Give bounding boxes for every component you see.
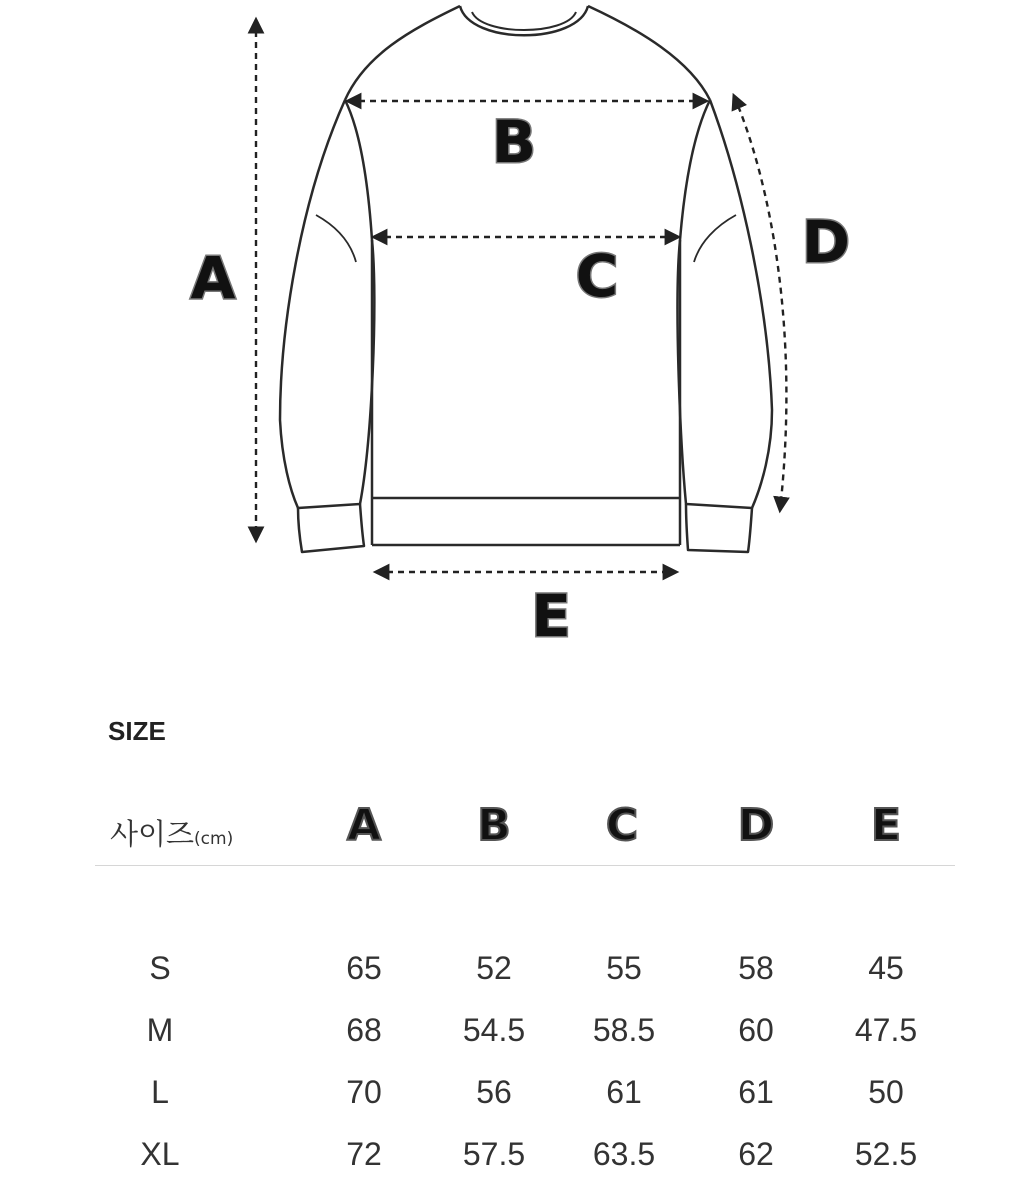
cell-a: 68 (346, 1012, 382, 1048)
cell-d: 61 (738, 1074, 774, 1110)
arrow-d (734, 96, 786, 510)
label-a: A (190, 244, 236, 312)
cell-d: 60 (738, 1012, 774, 1048)
cell-a: 65 (346, 950, 382, 986)
left-cuff (298, 504, 364, 552)
cell-e: 50 (868, 1074, 904, 1110)
header-col-c: C (605, 800, 639, 851)
cell-c: 61 (606, 1074, 642, 1110)
header-unit: (cm) (194, 829, 234, 849)
cell-d: 58 (738, 950, 774, 986)
label-b: B (491, 108, 537, 176)
header-divider (95, 865, 955, 866)
header-col-e: E (870, 800, 902, 851)
row-size: XL (140, 1136, 180, 1172)
cell-a: 72 (346, 1136, 382, 1172)
label-c: C (575, 242, 619, 310)
table-row (0, 1012, 1024, 1062)
cell-b: 57.5 (462, 1136, 526, 1172)
row-size: L (151, 1074, 169, 1110)
cell-a: 70 (346, 1074, 382, 1110)
header-col-d: D (737, 800, 775, 851)
right-cuff (686, 504, 752, 552)
size-table-header (0, 800, 1024, 870)
row-size: S (149, 950, 171, 986)
table-row (0, 950, 1024, 1000)
header-size-text: 사이즈 (110, 817, 195, 851)
cell-b: 52 (476, 950, 512, 986)
table-row (0, 1074, 1024, 1124)
left-sleeve (280, 100, 374, 508)
label-d: D (801, 208, 851, 276)
label-e: E (531, 582, 571, 650)
right-sleeve (678, 100, 772, 508)
sweatshirt-outline (280, 6, 772, 552)
cell-d: 62 (738, 1136, 774, 1172)
table-row (0, 1136, 1024, 1186)
measurement-arrows (256, 20, 786, 572)
size-heading: SIZE (108, 716, 166, 746)
cell-c: 55 (606, 950, 642, 986)
cell-b: 56 (476, 1074, 512, 1110)
header-size-label (110, 812, 233, 853)
cell-e: 45 (868, 950, 904, 986)
row-size: M (146, 1012, 174, 1048)
cell-e: 47.5 (854, 1012, 918, 1048)
cell-b: 54.5 (462, 1012, 526, 1048)
cell-e: 52.5 (854, 1136, 918, 1172)
cell-c: 63.5 (592, 1136, 656, 1172)
header-col-b: B (477, 800, 511, 851)
cell-c: 58.5 (592, 1012, 656, 1048)
header-col-a: A (346, 800, 382, 851)
